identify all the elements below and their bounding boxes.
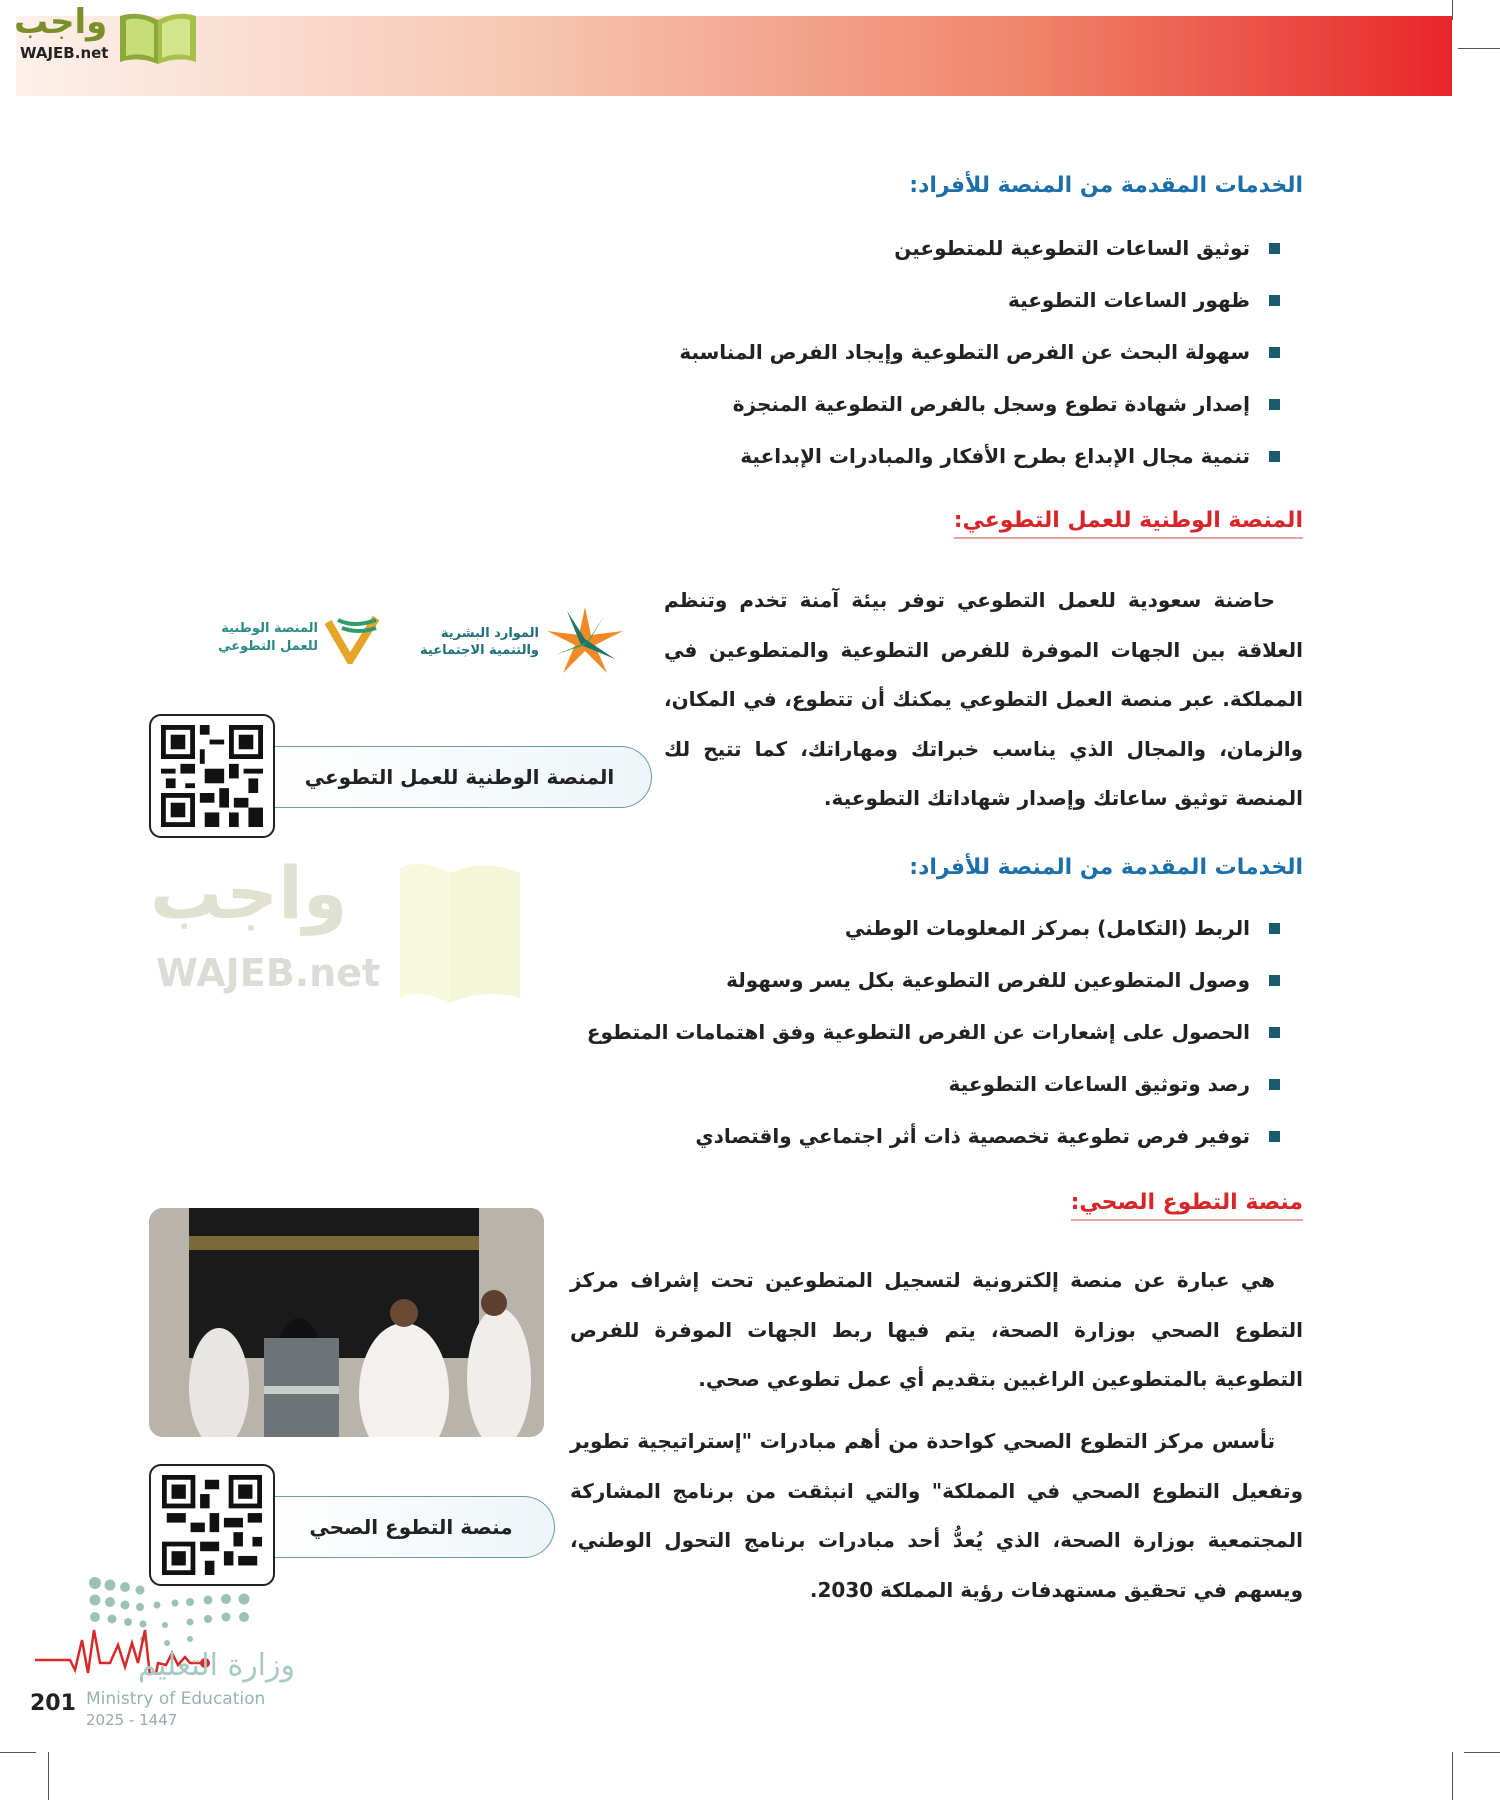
- list-item: [587, 1121, 1280, 1173]
- bullet-icon: [1269, 1079, 1280, 1090]
- bullet-icon: [1269, 923, 1280, 934]
- bullet-icon: [1269, 975, 1280, 986]
- crop-mark: [48, 1752, 49, 1800]
- header-banner: [16, 16, 1452, 96]
- logo-text: المنصة الوطنية: [221, 621, 318, 636]
- list-item: [679, 337, 1280, 389]
- section2-paragraph: حاضنة سعودية للعمل التطوعي توفر بيئة آمنة تخدم وتنظم العلاقة بين الجهات الموفرة للفرص التطوعية والمتطوعين في المملكة. عبر منصة العمل التطوعي يمكنك أن تتطوع، في المكان، والزمان، والمجال الذي يناسب خبراتك ومهاراتك، كما تتيح لك المنصة توثيق ساعاتك وإصدار شهاداتك التطوعية.: [664, 588, 1303, 810]
- qr-code-icon: [160, 725, 264, 827]
- bullet-icon: [1269, 295, 1280, 306]
- watermark-latin: WAJEB.net: [156, 951, 381, 995]
- list-item-text: تنمية مجال الإبداع بطرح الأفكار والمبادرات الإبداعية: [740, 444, 1250, 468]
- watermark-book-icon: [150, 858, 530, 1008]
- list-item: [587, 1069, 1280, 1121]
- brand-arabic: واجب: [14, 2, 108, 42]
- section1-list: [679, 233, 1280, 493]
- list-item: [587, 1017, 1280, 1069]
- crop-mark: [1464, 1752, 1500, 1753]
- list-item-text: توثيق الساعات التطوعية للمتطوعين: [894, 236, 1250, 260]
- qr-label-pill[interactable]: [268, 1496, 555, 1558]
- list-item: [679, 389, 1280, 441]
- nvp-emblem-icon: [324, 614, 380, 664]
- crop-mark: [1452, 0, 1453, 20]
- qr-label: المنصة الوطنية للعمل التطوعي: [304, 765, 615, 789]
- watermark-arabic: واجب: [150, 851, 348, 935]
- list-item-text: رصد وتوثيق الساعات التطوعية: [948, 1072, 1250, 1096]
- logo-text: الموارد البشرية: [440, 626, 539, 641]
- list-item: [587, 913, 1280, 965]
- crop-mark: [1458, 48, 1500, 49]
- watermark: [150, 851, 530, 1008]
- list-item-text: ظهور الساعات التطوعية: [1007, 288, 1250, 312]
- logo-text: والتنمية الاجتماعية: [420, 643, 539, 658]
- wajeb-logo[interactable]: [10, 2, 190, 66]
- list-item-text: الربط (التكامل) بمركز المعلومات الوطني: [844, 916, 1250, 940]
- list-item-text: وصول المتطوعين للفرص التطوعية بكل يسر وسهولة: [726, 968, 1250, 992]
- hr-ministry-logo: [415, 605, 625, 675]
- ministry-name-english: Ministry of Education: [86, 1689, 266, 1709]
- section3-heading: الخدمات المقدمة من المنصة للأفراد:: [909, 855, 1303, 880]
- bullet-icon: [1269, 243, 1280, 254]
- logo-text: للعمل التطوعي: [218, 639, 318, 654]
- hr-star-icon: [545, 605, 625, 675]
- list-item: [587, 965, 1280, 1017]
- qr-label: منصة التطوع الصحي: [309, 1515, 513, 1539]
- bullet-icon: [1269, 399, 1280, 410]
- edition-year: 2025 - 1447: [86, 1711, 178, 1729]
- section3-list: [587, 913, 1280, 1173]
- volunteer-platform-logo: [200, 608, 380, 672]
- section1-heading: الخدمات المقدمة من المنصة للأفراد:: [909, 173, 1303, 198]
- qr-label-pill[interactable]: [268, 746, 652, 808]
- list-item: [679, 441, 1280, 493]
- bullet-icon: [1269, 1131, 1280, 1142]
- page-number: 201: [30, 1691, 76, 1716]
- qr-code[interactable]: [149, 714, 275, 838]
- section4-paragraph-1: هي عبارة عن منصة إلكترونية لتسجيل المتطوعين تحت إشراف مركز التطوع الصحي بوزارة الصحة، يتم فيها ربط الجهات الموفرة للفرص التطوعية بالمتطوعين الراغبين بتقديم أي عمل تطوعي صحي.: [570, 1268, 1303, 1391]
- list-item-text: توفير فرص تطوعية تخصصية ذات أثر اجتماعي واقتصادي: [695, 1124, 1250, 1148]
- book-icon: [118, 10, 198, 66]
- bullet-icon: [1269, 347, 1280, 358]
- section4-heading: منصة التطوع الصحي:: [1071, 1190, 1303, 1221]
- ministry-of-education-logo: [30, 1555, 295, 1730]
- volunteer-kaaba-photo: [149, 1208, 544, 1437]
- brand-latin: WAJEB.net: [20, 44, 109, 62]
- list-item-text: الحصول على إشعارات عن الفرص التطوعية وفق اهتمامات المتطوع: [586, 1020, 1250, 1044]
- crop-mark: [0, 1752, 36, 1753]
- bullet-icon: [1269, 1027, 1280, 1038]
- section2-heading: المنصة الوطنية للعمل التطوعي:: [954, 508, 1303, 539]
- section4-paragraph-2: تأسس مركز التطوع الصحي كواحدة من أهم مبادرات "إستراتيجية تطوير وتفعيل التطوع الصحي في المملكة" والتي انبثقت من برنامج المشاركة المجتمعية بوزارة الصحة، الذي يُعدُّ أحد مبادرات برنامج التحول الوطني، ويسهم في تحقيق مستهدفات رؤية المملكة 2030.: [570, 1429, 1303, 1602]
- list-item-text: إصدار شهادة تطوع وسجل بالفرص التطوعية المنجزة: [732, 392, 1250, 416]
- photo-illustration: [149, 1208, 544, 1437]
- ministry-name-arabic: وزارة التعليم: [137, 1648, 295, 1683]
- list-item: [679, 233, 1280, 285]
- crop-mark: [1452, 1752, 1453, 1800]
- list-item: [679, 285, 1280, 337]
- bullet-icon: [1269, 451, 1280, 462]
- list-item-text: سهولة البحث عن الفرص التطوعية وإيجاد الفرص المناسبة: [679, 340, 1250, 364]
